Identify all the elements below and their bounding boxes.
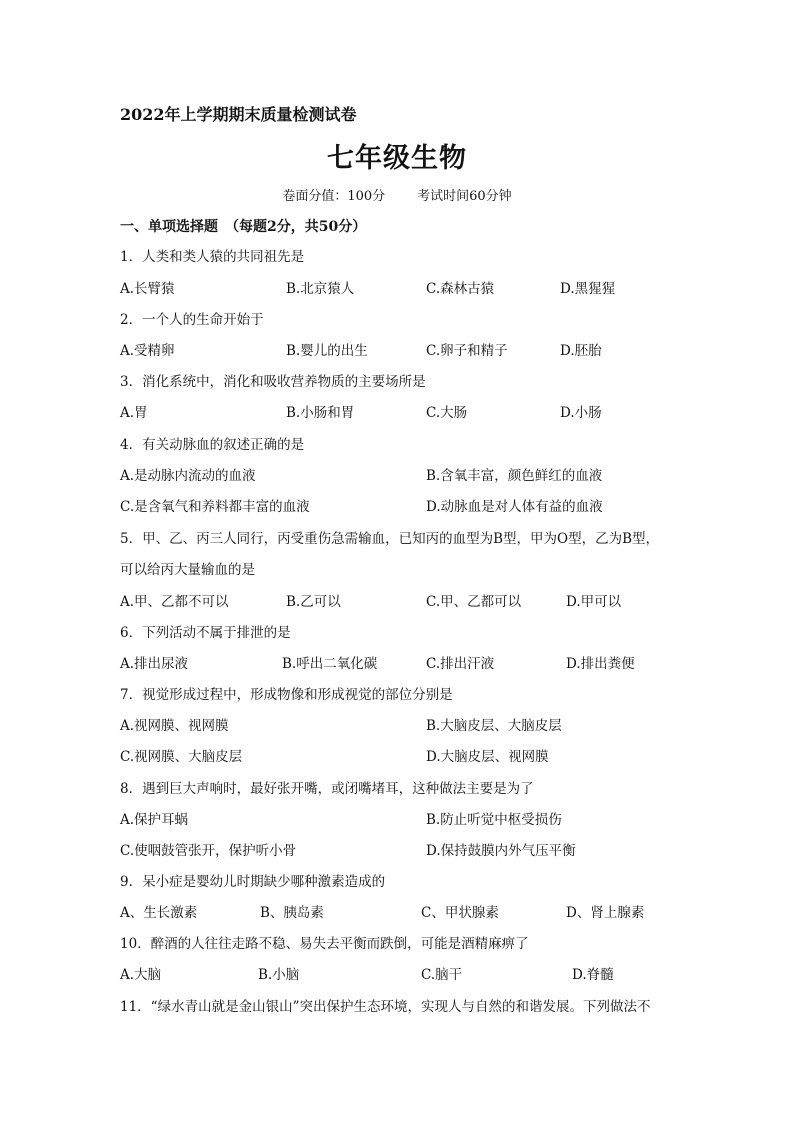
option: B.小肠和胃 [286,405,355,421]
question-stem: 2．一个人的生命开始于 [120,312,264,328]
question-stem: 5．甲、乙、丙三人同行，丙受重伤急需输血，已知丙的血型为B型，甲为O型，乙为B型， [120,531,659,547]
option: C.视网膜、大脑皮层 [120,749,243,765]
option: A.保护耳蜗 [120,812,189,828]
option: D、肾上腺素 [566,905,645,921]
option: C.脑干 [421,967,463,983]
option: A.受精卵 [120,343,175,359]
option: C.森林古猿 [426,281,495,297]
option: B.婴儿的出生 [286,343,368,359]
question-stem: 6．下列活动不属于排泄的是 [120,625,291,641]
option: B.大脑皮层、大脑皮层 [426,718,562,734]
option: A.排出尿液 [120,656,189,672]
option: B.防止听觉中枢受损伤 [426,812,562,828]
question-stem: 8．遇到巨大声响时，最好张开嘴，或闭嘴堵耳，这种做法主要是为了 [120,781,534,797]
option: C.卵子和精子 [426,343,508,359]
option: B.乙可以 [286,594,341,610]
option: D.黑猩猩 [560,281,616,297]
option: C.是含氧气和养料都丰富的血液 [120,499,310,515]
option: A.甲、乙都不可以 [120,594,229,610]
question-stem: 1．人类和类人猿的共同祖先是 [120,249,305,265]
option: B、胰岛素 [260,905,324,921]
question-stem: 9．呆小症是婴幼儿时期缺少哪种激素造成的 [120,874,386,890]
option: C.使咽鼓管张开，保护听小骨 [120,843,297,859]
option: D.排出粪便 [566,656,635,672]
question-stem: 3．消化系统中，消化和吸收营养物质的主要场所是 [120,374,426,390]
option: D.保持鼓膜内外气压平衡 [426,843,576,859]
section-title: 一、单项选择题 （每题2分，共50分） [120,219,367,235]
option: B.呼出二氧化碳 [282,656,378,672]
option: D.脊髓 [572,967,614,983]
question-stem: 7．视觉形成过程中，形成物像和形成视觉的部位分别是 [120,687,453,703]
option: B.北京猿人 [286,281,355,297]
option: D.胚胎 [560,343,602,359]
subject-title: 七年级生物 [327,143,467,174]
time-label: 考试时间60分钟 [417,189,512,204]
score-label: 卷面分值：100分 [282,189,386,204]
option: A.视网膜、视网膜 [120,718,229,734]
option: A.是动脉内流动的血液 [120,468,256,484]
option: D.大脑皮层、视网膜 [426,749,549,765]
option: C.大肠 [426,405,468,421]
option: A.胃 [120,405,148,421]
question-stem-continued: 可以给丙大量输血的是 [120,562,255,578]
option: D.甲可以 [566,594,622,610]
question-stem: 10．醉酒的人往往走路不稳、易失去平衡而跌倒，可能是酒精麻痹了 [120,936,529,952]
option: D.小肠 [560,405,602,421]
option: C.甲、乙都可以 [426,594,522,610]
option: C、甲状腺素 [421,905,499,921]
option: C.排出汗液 [426,656,495,672]
option: B.小脑 [258,967,300,983]
question-stem: 11．“绿水青山就是金山银山”突出保护生态环境，实现人与自然的和谐发展。下列做法不 [120,999,651,1015]
option: A.长臂猿 [120,281,175,297]
question-stem: 4．有关动脉血的叙述正确的是 [120,437,305,453]
option: A.大脑 [120,967,162,983]
option: A、生长激素 [120,905,198,921]
exam-title: 2022年上学期期末质量检测试卷 [120,105,357,124]
option: D.动脉血是对人体有益的血液 [426,499,603,515]
option: B.含氧丰富，颜色鲜红的血液 [426,468,603,484]
exam-meta [0,188,794,206]
